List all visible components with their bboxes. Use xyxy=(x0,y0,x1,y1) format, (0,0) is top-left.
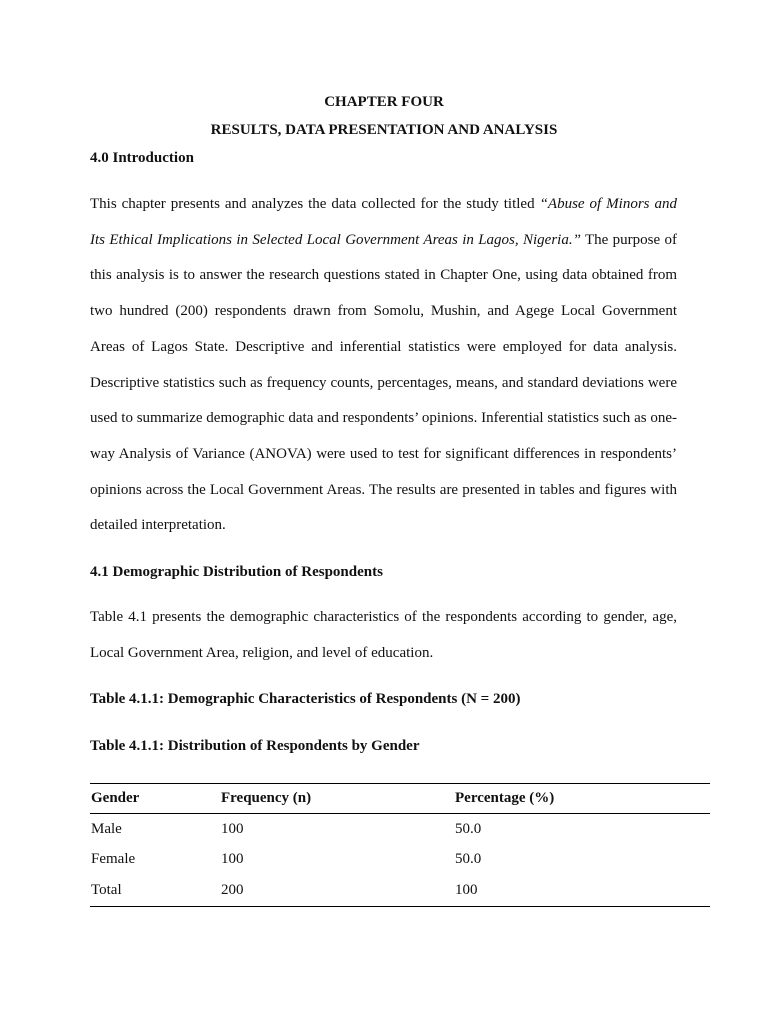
introduction-paragraph xyxy=(90,187,677,544)
section-heading-introduction: 4.0 Introduction xyxy=(90,150,194,166)
cell-gender: Male xyxy=(91,820,122,837)
table-row xyxy=(90,875,710,906)
cell-frequency: 200 xyxy=(220,875,454,906)
table-row xyxy=(90,845,710,876)
cell-gender: Female xyxy=(91,851,136,868)
cell-frequency: 100 xyxy=(221,851,244,868)
intro-text-rest: The purpose of this analysis is to answer the research questions stated in Chapter One, using data obtained from two hundred (200) respondents drawn from Somolu, Mushin, and Agege Local Government Areas of Lagos State. Descriptive and inferential statistics were employed for data analysis. Descriptive statistics such as frequency counts, percentages, means, and standard deviations were used to summarize demographic data and respondents’ opinions. Inferential statistics such as one-way Analysis of Variance (ANOVA) were used to test for significant differences in respondents’ opinions across the Local Government Areas. The results are presented in tables and figures with detailed interpretation. xyxy=(90,231,677,534)
chapter-number: CHAPTER FOUR xyxy=(324,94,444,110)
intro-text-start: This chapter presents and analyzes the data collected for the study titled xyxy=(90,196,540,212)
gender-distribution-table xyxy=(90,783,710,907)
header-percentage: Percentage (%) xyxy=(454,784,710,814)
study-title: “Abuse of Minors and Its Ethical Implications in Selected Local Government Areas in Lagos, Nigeria.” xyxy=(90,196,677,248)
cell-percentage: 100 xyxy=(454,875,710,906)
cell-percentage: 50.0 xyxy=(455,851,482,868)
section-heading-demographics: 4.1 Demographic Distribution of Respondents xyxy=(90,564,383,580)
table-caption: Table 4.1.1: Demographic Characteristics of Respondents (N = 200) xyxy=(90,691,521,707)
header-gender: Gender xyxy=(90,784,220,814)
chapter-title: RESULTS, DATA PRESENTATION AND ANALYSIS xyxy=(210,122,558,138)
cell-frequency: 100 xyxy=(221,820,244,837)
subtable-caption: Table 4.1.1: Distribution of Respondents by Gender xyxy=(90,738,420,754)
table-header-row xyxy=(90,784,710,814)
table-row xyxy=(90,814,710,845)
cell-percentage: 50.0 xyxy=(455,820,482,837)
demographics-paragraph: Table 4.1 presents the demographic characteristics of the respondents according to gender, age, Local Government Area, religion, and level of education. xyxy=(90,609,677,661)
cell-gender: Total xyxy=(90,875,220,906)
header-frequency: Frequency (n) xyxy=(220,784,454,814)
